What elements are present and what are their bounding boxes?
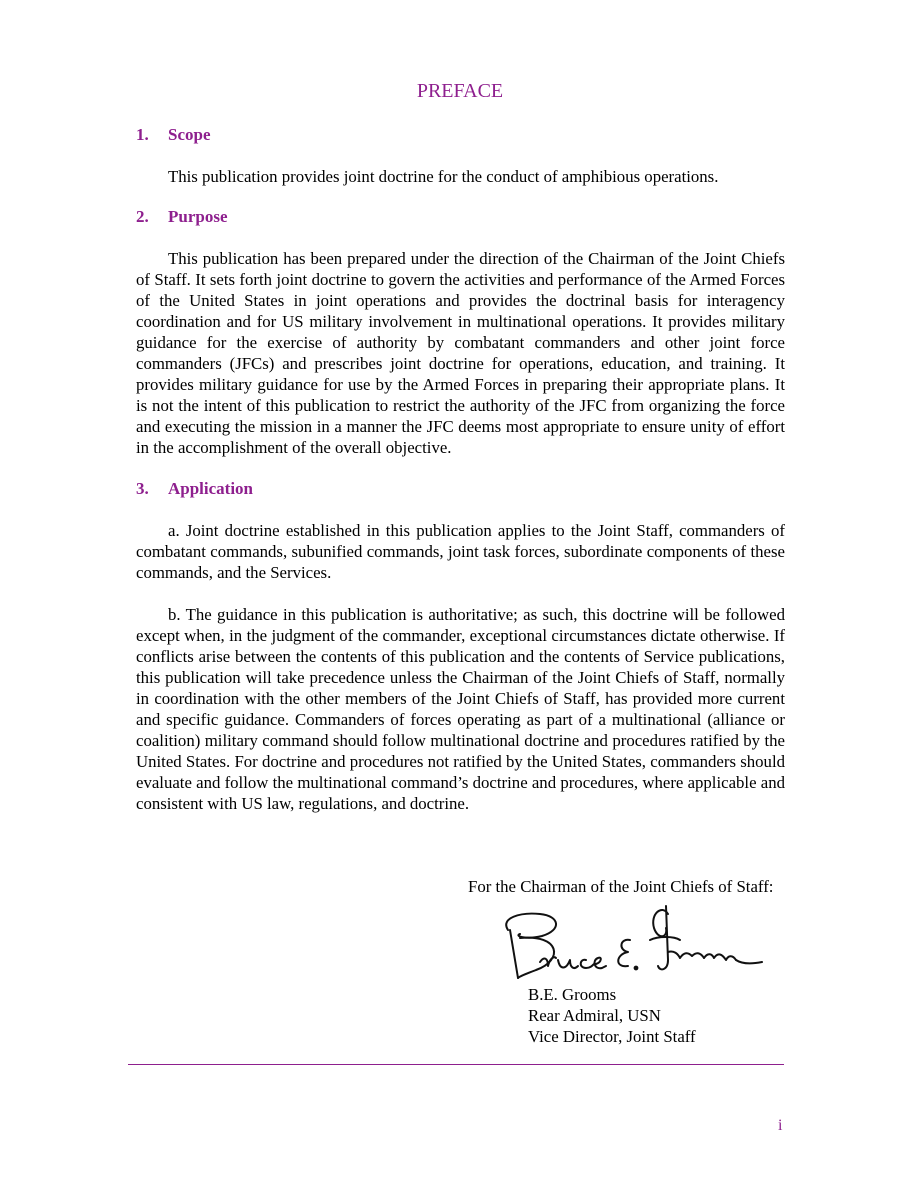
signer-name: B.E. Grooms <box>528 985 617 1004</box>
section-heading-application <box>136 479 253 499</box>
page-title: PREFACE <box>416 80 504 102</box>
section-heading-purpose <box>136 207 228 227</box>
section-heading-scope <box>136 125 211 145</box>
section-number: 2. <box>136 207 149 226</box>
signer-block <box>528 984 696 1047</box>
footer-divider <box>128 1064 784 1065</box>
application-paragraph-a: a. Joint doctrine established in this publication applies to the Joint Staff, commanders of combatant commands, subunified commands, joint task forces, subordinate components of these commands, and the Services. <box>136 521 785 582</box>
scope-paragraph: This publication provides joint doctrine for the conduct of amphibious operations. <box>168 167 719 186</box>
section-number: 3. <box>136 479 149 498</box>
signer-position: Vice Director, Joint Staff <box>528 1027 696 1046</box>
signer-rank: Rear Admiral, USN <box>528 1006 661 1025</box>
section-title: Scope <box>168 125 211 144</box>
handwritten-signature <box>490 900 770 984</box>
application-paragraph-b: b. The guidance in this publication is authoritative; as such, this doctrine will be followed except when, in the judgment of the commander, exceptional circumstances dictate otherwise. If conflicts arise between the contents of this publication and the contents of Service publications, this publication will take precedence unless the Chairman of the Joint Chiefs of Staff, normally in coordination with the other members of the Joint Chiefs of Staff, has provided more current and specific guidance. Commanders of forces operating as part of a multinational (alliance or coalition) military command should follow multinational doctrine and procedures ratified by the United States. For doctrine and procedures not ratified by the United States, commanders should evaluate and follow the multinational command’s doctrine and procedures, where applicable and consistent with US law, regulations, and doctrine. <box>136 605 785 813</box>
section-title: Purpose <box>168 207 228 226</box>
purpose-paragraph: This publication has been prepared under the direction of the Chairman of the Joint Chiefs of Staff. It sets forth joint doctrine to govern the activities and performance of the Armed Forces of the United States in joint operations and provides the doctrinal basis for interagency coordination and for US military involvement in multinational operations. It provides military guidance for the exercise of authority by combatant commanders and other joint force commanders (JFCs) and prescribes joint doctrine for operations, education, and training. It provides military guidance for use by the Armed Forces in preparing their appropriate plans. It is not the intent of this publication to restrict the authority of the JFC from organizing the force and executing the mission in a manner the JFC deems most appropriate to ensure unity of effort in the accomplishment of the overall objective. <box>136 249 785 457</box>
page-number: i <box>778 1117 783 1134</box>
section-number: 1. <box>136 125 149 144</box>
signature-for-line: For the Chairman of the Joint Chiefs of Staff: <box>468 877 774 896</box>
section-title: Application <box>168 479 254 498</box>
